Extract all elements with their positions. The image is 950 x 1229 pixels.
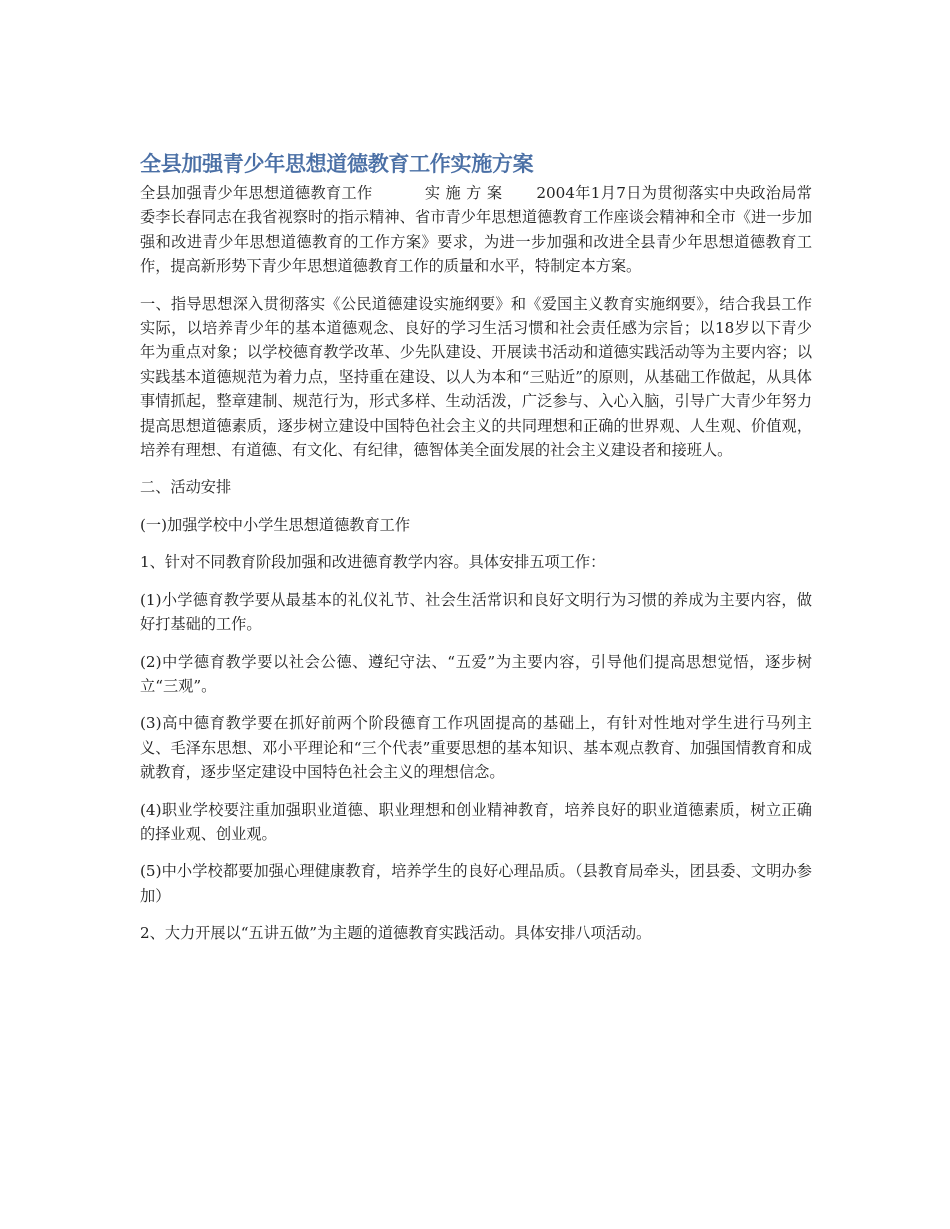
intro-label: 实 施 方 案 [424, 184, 503, 202]
intro-name: 全县加强青少年思想道德教育工作 [140, 184, 373, 202]
item-2-paragraph: 2、大力开展以“五讲五做”为主题的道德教育实践活动。具体安排八项活动。 [140, 924, 652, 943]
intro-body: 2004年1月7日为贯彻落实中央政治局常委李长春同志在我省视察时的指示精神、省市青少年思想道德教育工作座谈会精神和全市《进一步加强和改进青少年思想道德教育的工作方案》要求，为进一步加强和改进全县青少年思想道德教育工作，提高新形势下青少年思想道德教育工作的质量和水平，特制定本方案。 [140, 184, 812, 276]
document-body [140, 150, 812, 959]
subitem-3-paragraph: (3)高中德育教学要在抓好前两个阶段德育工作巩固提高的基础上，有针对性地对学生进行马列主义、毛泽东思想、邓小平理论和“三个代表”重要思想的基本知识、基本观点教育、加强国情教育和成就教育，逐步坚定建设中国特色社会主义的理想信念。 [140, 714, 812, 782]
subitem-2-paragraph: (2)中学德育教学要以社会公德、遵纪守法、“五爱”为主要内容，引导他们提高思想觉悟，逐步树立“三观”。 [140, 652, 812, 695]
intro-paragraph [140, 181, 812, 279]
subitem-5-paragraph: (5)中小学校都要加强心理健康教育，培养学生的良好心理品质。（县教育局牵头，团县委、文明办参加） [140, 862, 812, 905]
subitem-4-paragraph: (4)职业学校要注重加强职业道德、职业理想和创业精神教育，培养良好的职业道德素质，树立正确的择业观、创业观。 [140, 800, 812, 843]
guiding-ideology-paragraph: 一、指导思想深入贯彻落实《公民道德建设实施纲要》和《爱国主义教育实施纲要》，结合我县工作实际，以培养青少年的基本道德观念、良好的学习生活习惯和社会责任感为宗旨；以18岁以下青少年为重点对象；以学校德育教学改革、少先队建设、开展读书活动和道德实践活动等为主要内容；以实践基本道德规范为着力点，坚持重在建设、以人为本和“三贴近”的原则，从基础工作做起，从具体事情抓起，整章建制、规范行为，形式多样、生动活泼，广泛参与、入心入脑，引导广大青少年努力提高思想道德素质，逐步树立建设中国特色社会主义的共同理想和正确的世界观、人生观、价值观，培养有理想、有道德、有文化、有纪律，德智体美全面发展的社会主义建设者和接班人。 [140, 294, 812, 460]
subitem-1-paragraph: (1)小学德育教学要从最基本的礼仪礼节、社会生活常识和良好文明行为习惯的养成为主要内容，做好打基础的工作。 [140, 590, 812, 634]
item-1-paragraph: 1、针对不同教育阶段加强和改进德育教学内容。具体安排五项工作： [140, 553, 606, 572]
document-title: 全县加强青少年思想道德教育工作实施方案 [140, 152, 534, 176]
subsection-heading-schools: (一)加强学校中小学生思想道德教育工作 [140, 515, 411, 534]
section-heading-activities: 二、活动安排 [140, 478, 232, 497]
